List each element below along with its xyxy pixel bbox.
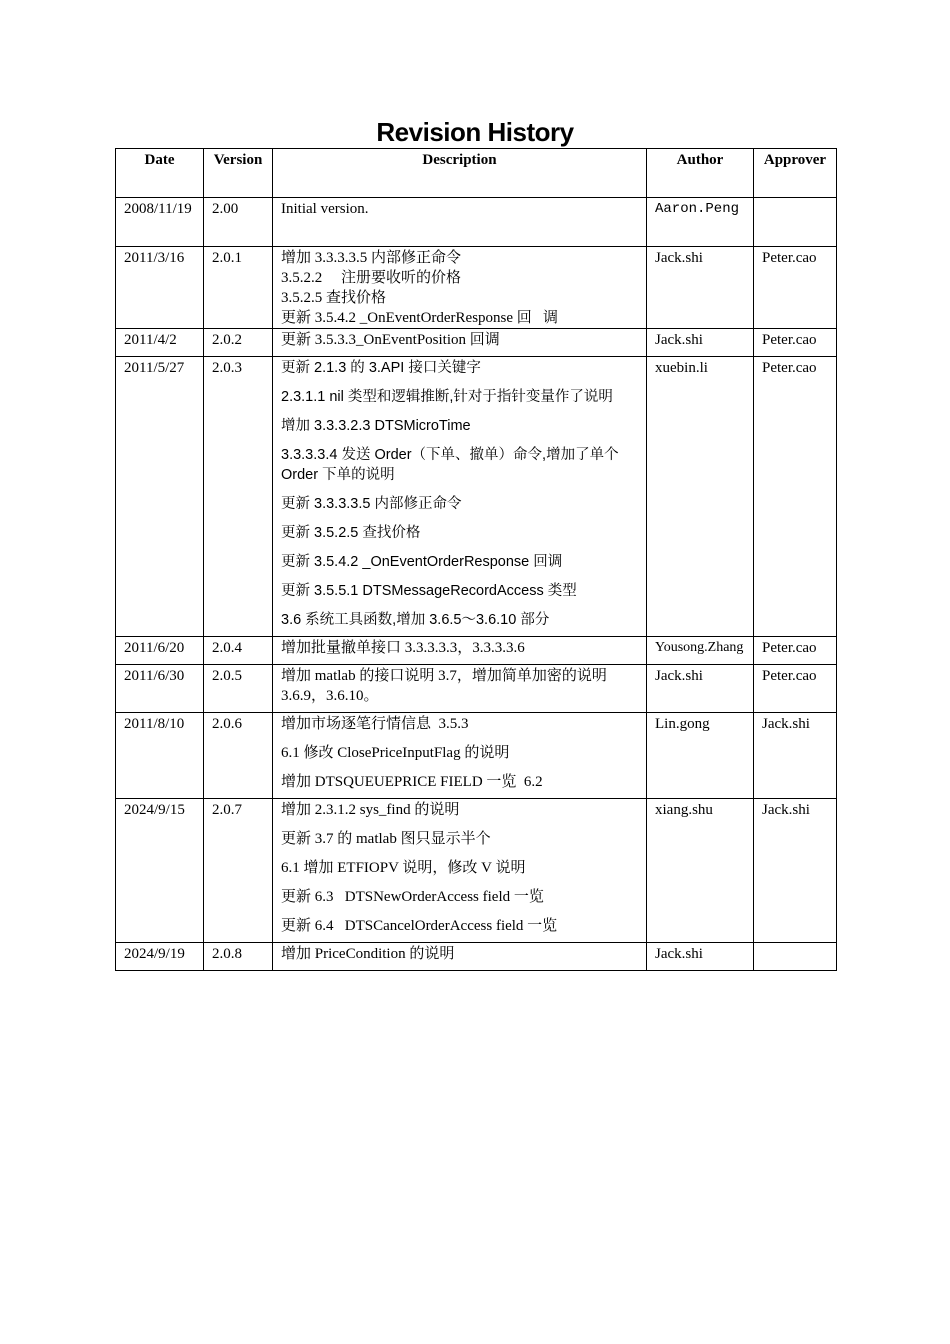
- cell-author: Lin.gong: [647, 713, 754, 799]
- cell-description: [273, 637, 647, 665]
- table-row: [116, 637, 837, 665]
- cell-approver: Peter.cao: [754, 329, 837, 357]
- description-line: Initial version.: [281, 201, 369, 217]
- table-row: [116, 198, 837, 247]
- cell-description: [273, 943, 647, 971]
- cell-description: [273, 713, 647, 799]
- cell-date: 2011/8/10: [116, 713, 204, 799]
- cell-date: 2011/6/30: [116, 665, 204, 713]
- cell-author: Aaron.Peng: [647, 198, 754, 247]
- header-date: Date: [116, 149, 204, 198]
- description-line: 更新 6.4 DTSCancelOrderAccess field 一览: [281, 918, 558, 934]
- description-line: 更新 3.5.4.2 _OnEventOrderResponse 回调: [281, 554, 563, 570]
- description-line: 2.3.1.1 nil 类型和逻辑推断,针对于指针变量作了说明: [281, 389, 613, 405]
- cell-author: Jack.shi: [647, 943, 754, 971]
- cell-version: 2.0.4: [204, 637, 273, 665]
- revision-history-table: [115, 148, 837, 971]
- cell-version: 2.0.5: [204, 665, 273, 713]
- cell-date: 2011/5/27: [116, 357, 204, 637]
- table-row: [116, 357, 837, 637]
- cell-author: xuebin.li: [647, 357, 754, 637]
- cell-version: 2.00: [204, 198, 273, 247]
- cell-approver: Jack.shi: [754, 713, 837, 799]
- description-line: 3.6 系统工具函数,增加 3.6.5～3.6.10 部分: [281, 612, 550, 628]
- header-version: Version: [204, 149, 273, 198]
- cell-description: [273, 247, 647, 329]
- cell-date: 2011/6/20: [116, 637, 204, 665]
- header-approver: Approver: [754, 149, 837, 198]
- cell-approver: [754, 198, 837, 247]
- cell-version: 2.0.3: [204, 357, 273, 637]
- table-header-row: [116, 149, 837, 198]
- table-row: [116, 713, 837, 799]
- cell-author: Yousong.Zhang: [647, 637, 754, 665]
- cell-date: 2011/4/2: [116, 329, 204, 357]
- description-line: 更新 3.3.3.3.5 内部修正命令: [281, 496, 462, 512]
- description-line: 6.1 增加 ETFIOPV 说明，修改 V 说明: [281, 860, 526, 876]
- description-line: 3.3.3.3.4 发送 Order（下单、撤单）命令,增加了单个 Order 下单的说明: [281, 447, 619, 483]
- description-line: 更新 3.5.4.2 _OnEventOrderResponse 回 调: [281, 310, 559, 326]
- table-row: [116, 943, 837, 971]
- cell-description: [273, 357, 647, 637]
- cell-version: 2.0.2: [204, 329, 273, 357]
- cell-date: 2008/11/19: [116, 198, 204, 247]
- header-author: Author: [647, 149, 754, 198]
- description-line: 增加批量撤单接口 3.3.3.3.3，3.3.3.3.6: [281, 640, 525, 656]
- description-line: 增加 matlab 的接口说明 3.7，增加简单加密的说明 3.6.9，3.6.10。: [281, 668, 607, 704]
- table-row: [116, 799, 837, 943]
- description-line: 增加 PriceCondition 的说明: [281, 946, 455, 962]
- cell-version: 2.0.8: [204, 943, 273, 971]
- cell-date: 2024/9/19: [116, 943, 204, 971]
- description-line: 更新 3.5.3.3_OnEventPosition 回调: [281, 332, 500, 348]
- cell-description: [273, 665, 647, 713]
- table-row: [116, 247, 837, 329]
- description-line: 增加 3.3.3.2.3 DTSMicroTime: [281, 418, 471, 434]
- description-line: 更新 2.1.3 的 3.API 接口关键字: [281, 360, 481, 376]
- description-line: 更新 3.7 的 matlab 图只显示半个: [281, 831, 491, 847]
- cell-approver: Peter.cao: [754, 357, 837, 637]
- page-title: Revision History: [376, 117, 574, 147]
- cell-date: 2024/9/15: [116, 799, 204, 943]
- description-line: 增加 2.3.1.2 sys_find 的说明: [281, 802, 460, 818]
- cell-description: [273, 329, 647, 357]
- table-row: [116, 665, 837, 713]
- cell-version: 2.0.6: [204, 713, 273, 799]
- cell-approver: Peter.cao: [754, 247, 837, 329]
- cell-author: Jack.shi: [647, 329, 754, 357]
- cell-date: 2011/3/16: [116, 247, 204, 329]
- description-line: 3.5.2.2 注册要收听的价格: [281, 270, 462, 286]
- description-line: 增加市场逐笔行情信息 3.5.3: [281, 716, 469, 732]
- cell-description: [273, 799, 647, 943]
- cell-approver: Peter.cao: [754, 665, 837, 713]
- description-line: 6.1 修改 ClosePriceInputFlag 的说明: [281, 745, 510, 761]
- description-line: 更新 3.5.5.1 DTSMessageRecordAccess 类型: [281, 583, 577, 599]
- cell-version: 2.0.1: [204, 247, 273, 329]
- cell-author: Jack.shi: [647, 665, 754, 713]
- description-line: 更新 6.3 DTSNewOrderAccess field 一览: [281, 889, 544, 905]
- description-line: 增加 3.3.3.3.5 内部修正命令: [281, 250, 462, 266]
- cell-approver: Jack.shi: [754, 799, 837, 943]
- header-description: Description: [273, 149, 647, 198]
- cell-author: Jack.shi: [647, 247, 754, 329]
- cell-approver: Peter.cao: [754, 637, 837, 665]
- cell-author: xiang.shu: [647, 799, 754, 943]
- description-line: 更新 3.5.2.5 查找价格: [281, 525, 421, 541]
- description-line: 3.5.2.5 查找价格: [281, 290, 387, 306]
- cell-description: [273, 198, 647, 247]
- cell-approver: [754, 943, 837, 971]
- cell-version: 2.0.7: [204, 799, 273, 943]
- table-row: [116, 329, 837, 357]
- description-line: 增加 DTSQUEUEPRICE FIELD 一览 6.2: [281, 774, 543, 790]
